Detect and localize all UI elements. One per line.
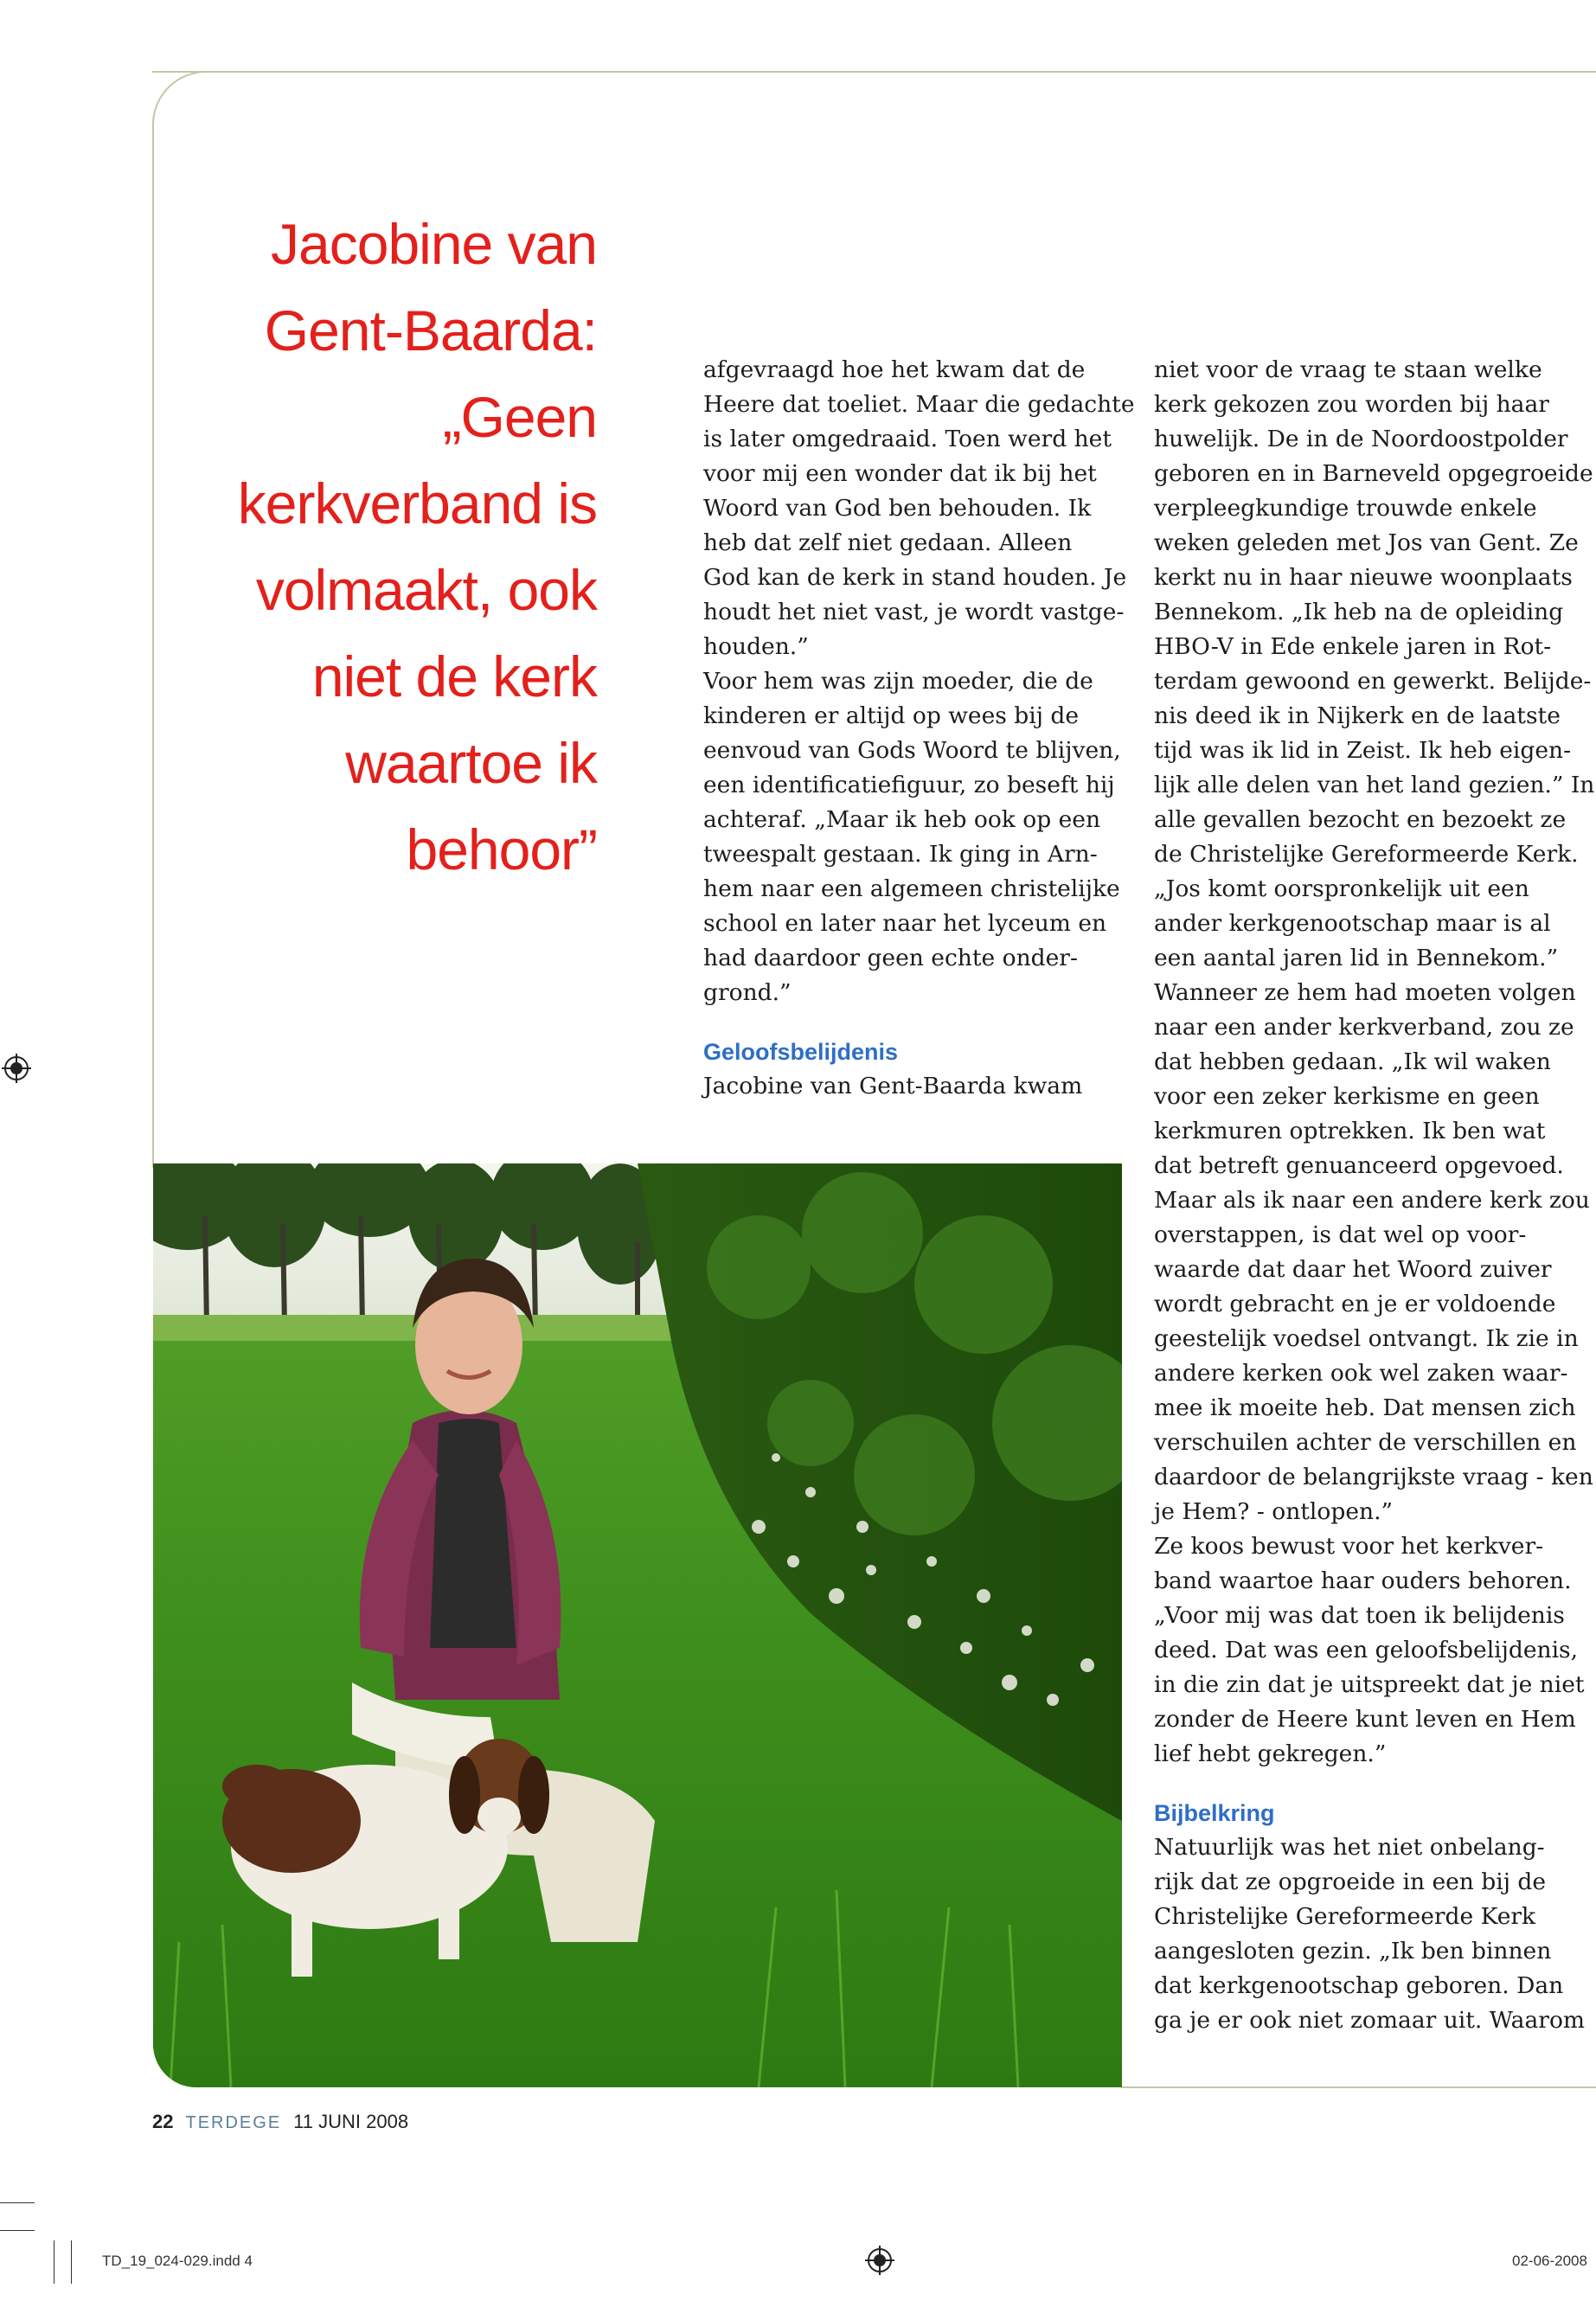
text-line: HBO-V in Ede enkele jaren in Rot- bbox=[1154, 633, 1552, 660]
headline-line: niet de kerk bbox=[311, 644, 597, 708]
text-line: is later omgedraaid. Toen werd het bbox=[703, 426, 1112, 452]
text-line: verschuilen achter de verschillen en bbox=[1154, 1429, 1577, 1456]
text-line: andere kerken ook wel zaken waar- bbox=[1154, 1360, 1568, 1387]
registration-mark-icon bbox=[2, 1054, 31, 1083]
portrait-photo bbox=[153, 1163, 1122, 2087]
text-line: terdam gewoond en gewerkt. Belijde- bbox=[1154, 668, 1592, 695]
text-line: „Voor mij was dat toen ik belijdenis bbox=[1154, 1602, 1565, 1629]
text-line: achteraf. „Maar ik heb ook op een bbox=[703, 806, 1101, 833]
headline-line: volmaakt, ook bbox=[255, 558, 597, 622]
text-line: dat betreft genuanceerd opgevoed. bbox=[1154, 1152, 1564, 1179]
text-line: geboren en in Barneveld opgegroeide bbox=[1154, 460, 1593, 487]
paragraph bbox=[1154, 1830, 1586, 2038]
text-line: alle gevallen bezocht en bezoekt ze bbox=[1154, 806, 1567, 833]
text-line: God kan de kerk in stand houden. Je bbox=[703, 564, 1127, 591]
text-line: waarde dat daar het Woord zuiver bbox=[1154, 1256, 1552, 1283]
text-line: aangesloten gezin. „Ik ben binnen bbox=[1154, 1938, 1552, 1965]
text-line: dat hebben gedaan. „Ik wil waken bbox=[1154, 1048, 1551, 1075]
headline-line: Jacobine van bbox=[271, 212, 597, 276]
article-column-1 bbox=[703, 353, 1135, 1104]
pull-quote-headline bbox=[164, 201, 597, 893]
text-line: nis deed ik in Nijkerk en de laatste bbox=[1154, 702, 1561, 729]
text-line: Voor hem was zijn moeder, die de bbox=[703, 668, 1093, 695]
magazine-name: TERDEGE bbox=[185, 2113, 282, 2132]
text-line: Woord van God ben behouden. Ik bbox=[703, 495, 1092, 522]
text-line: „Jos komt oorspronkelijk uit een bbox=[1154, 875, 1529, 902]
text-line: geestelijk voedsel ontvangt. Ik zie in bbox=[1154, 1325, 1579, 1352]
text-line: Christelijke Gereformeerde Kerk bbox=[1154, 1903, 1536, 1930]
spacer bbox=[1154, 1772, 1586, 1796]
text-line: ga je er ook niet zomaar uit. Waarom bbox=[1154, 2007, 1586, 2034]
text-line: tijd was ik lid in Zeist. Ik heb eigen- bbox=[1154, 737, 1572, 764]
text-line: Maar als ik naar een andere kerk zou bbox=[1154, 1187, 1590, 1214]
headline-line: waartoe ik bbox=[345, 731, 597, 795]
text-line: rijk dat ze opgroeide in een bij de bbox=[1154, 1868, 1547, 1895]
text-line: Bennekom. „Ik heb na de opleiding bbox=[1154, 599, 1564, 625]
text-line: dat kerkgenootschap geboren. Dan bbox=[1154, 1972, 1564, 1999]
text-line: kinderen er altijd op wees bij de bbox=[703, 702, 1080, 729]
text-line: kerk gekozen zou worden bij haar bbox=[1154, 391, 1549, 418]
text-line: kerkt nu in haar nieuwe woonplaats bbox=[1154, 564, 1573, 591]
article-column-2 bbox=[1154, 353, 1595, 2038]
crop-mark bbox=[0, 2202, 35, 2203]
photo-illustration bbox=[153, 1163, 1122, 2087]
text-line: huwelijk. De in de Noordoostpolder bbox=[1154, 426, 1568, 452]
text-line: verpleegkundige trouwde enkele bbox=[1154, 495, 1537, 522]
text-line: niet voor de vraag te staan welke bbox=[1154, 356, 1542, 383]
text-line: overstappen, is dat wel op voor- bbox=[1154, 1221, 1527, 1248]
text-line: had daardoor geen echte onder- bbox=[703, 945, 1078, 971]
text-line: ander kerkgenootschap maar is al bbox=[1154, 910, 1551, 937]
text-line: de Christelijke Gereformeerde Kerk. bbox=[1154, 841, 1579, 868]
subheading-geloofsbelijdenis: Geloofsbelijdenis bbox=[703, 1039, 899, 1065]
slug-filename: TD_19_024-029.indd 4 bbox=[102, 2253, 253, 2269]
text-line: wordt gebracht en je er voldoende bbox=[1154, 1291, 1556, 1317]
text-line: Heere dat toeliet. Maar die gedachte bbox=[703, 391, 1135, 418]
text-line: eenvoud van Gods Woord te blijven, bbox=[703, 737, 1121, 764]
text-line: lief hebt gekregen.” bbox=[1154, 1740, 1387, 1767]
text-line: lijk alle delen van het land gezien.” In bbox=[1154, 772, 1595, 798]
crop-mark bbox=[0, 2230, 35, 2231]
text-line: grond.” bbox=[703, 979, 792, 1006]
text-line: je Hem? - ontlopen.” bbox=[1154, 1498, 1394, 1525]
text-line: voor mij een wonder dat ik bij het bbox=[703, 460, 1097, 487]
headline-line: „Geen bbox=[442, 385, 597, 449]
text-line: kerkmuren optrekken. Ik ben wat bbox=[1154, 1118, 1546, 1144]
text-line: voor een zeker kerkisme en geen bbox=[1154, 1083, 1540, 1110]
headline-line: Gent-Baarda: bbox=[264, 298, 597, 362]
text-line: afgevraagd hoe het kwam dat de bbox=[703, 356, 1086, 383]
text-line: zonder de Heere kunt leven en Hem bbox=[1154, 1706, 1576, 1733]
issue-date: 11 JUNI 2008 bbox=[293, 2111, 409, 2132]
text-line: hem naar een algemeen christelijke bbox=[703, 875, 1120, 902]
text-line: mee ik moeite heb. Dat mensen zich bbox=[1154, 1394, 1576, 1421]
text-line: houdt het niet vast, je wordt vastge- bbox=[703, 599, 1125, 625]
text-line: band waartoe haar ouders behoren. bbox=[1154, 1567, 1572, 1594]
paragraph bbox=[1154, 353, 1595, 1529]
text-line: een identificatiefiguur, zo beseft hij bbox=[703, 772, 1115, 798]
text-line: een aantal jaren lid in Bennekom.” bbox=[1154, 945, 1559, 971]
slug-date: 02-06-2008 bbox=[1512, 2253, 1587, 2269]
page-folio bbox=[152, 2111, 408, 2133]
text-line: Natuurlijk was het niet onbelang- bbox=[1154, 1834, 1545, 1861]
text-line: school en later naar het lyceum en bbox=[703, 910, 1107, 937]
text-line: daardoor de belangrijkste vraag - ken bbox=[1154, 1464, 1593, 1490]
text-line: naar een ander kerkverband, zou ze bbox=[1154, 1014, 1574, 1041]
headline-line: kerkverband is bbox=[237, 471, 597, 535]
paragraph bbox=[703, 664, 1121, 1010]
subheading-bijbelkring: Bijbelkring bbox=[1154, 1800, 1275, 1826]
page-frame-corner bbox=[152, 71, 223, 142]
paragraph bbox=[703, 353, 1135, 664]
page-frame-bottom bbox=[1121, 2086, 1596, 2088]
text-line: in die zin dat je uitspreekt dat je niet bbox=[1154, 1671, 1585, 1698]
text-line: tweespalt gestaan. Ik ging in Arn- bbox=[703, 841, 1098, 868]
text-line: deed. Dat was een geloofsbelijdenis, bbox=[1154, 1637, 1579, 1663]
paragraph bbox=[1154, 1529, 1586, 1772]
text-line: heb dat zelf niet gedaan. Alleen bbox=[703, 529, 1073, 556]
page-number: 22 bbox=[152, 2111, 174, 2132]
text-line: Jacobine van Gent-Baarda kwam bbox=[703, 1073, 1083, 1099]
registration-mark-icon bbox=[865, 2246, 894, 2275]
crop-mark bbox=[71, 2240, 72, 2284]
paragraph bbox=[703, 1069, 1101, 1104]
text-line: weken geleden met Jos van Gent. Ze bbox=[1154, 529, 1579, 556]
text-line: Ze koos bewust voor het kerkver- bbox=[1154, 1533, 1544, 1560]
page-frame-left bbox=[152, 130, 154, 1168]
text-line: houden.” bbox=[703, 633, 809, 660]
page-frame-top bbox=[152, 71, 1596, 73]
headline-line: behoor” bbox=[406, 817, 597, 881]
spacer bbox=[703, 1010, 1101, 1035]
text-line: Wanneer ze hem had moeten volgen bbox=[1154, 979, 1576, 1006]
